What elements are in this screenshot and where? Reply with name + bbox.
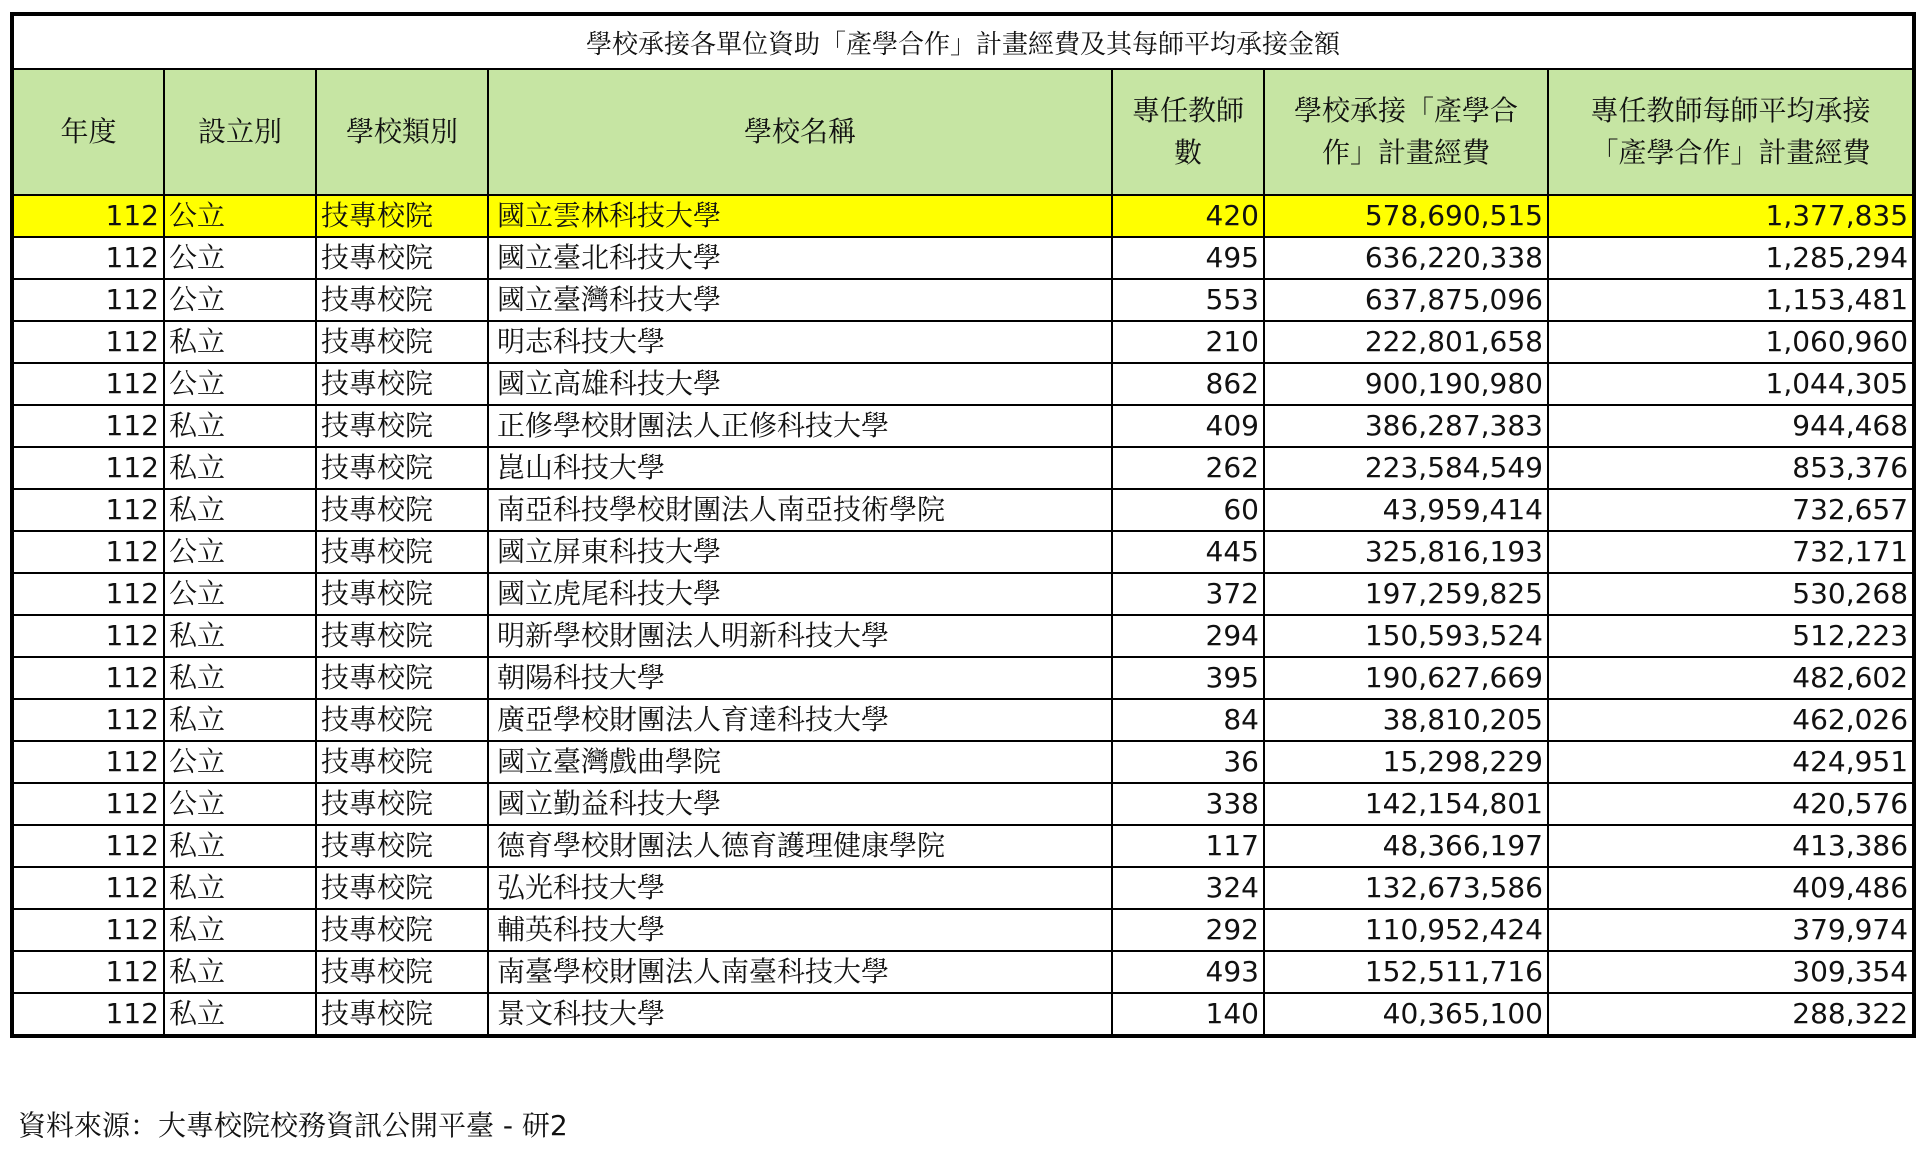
cell-teachers: 493 bbox=[1112, 951, 1264, 993]
cell-average: 1,285,294 bbox=[1548, 237, 1914, 279]
cell-establishment-type: 私立 bbox=[164, 321, 316, 363]
table-row bbox=[12, 699, 1914, 741]
table-row bbox=[12, 279, 1914, 321]
cell-average: 732,657 bbox=[1548, 489, 1914, 531]
cell-teachers: 445 bbox=[1112, 531, 1264, 573]
cell-school-category: 技專校院 bbox=[316, 195, 488, 237]
header-school-category: 學校類別 bbox=[316, 69, 488, 195]
header-average-line1: 專任教師每師平均承接 bbox=[1590, 94, 1871, 127]
table-row bbox=[12, 993, 1914, 1036]
header-school-name: 學校名稱 bbox=[488, 69, 1112, 195]
cell-year: 112 bbox=[12, 531, 164, 573]
cell-year: 112 bbox=[12, 825, 164, 867]
cell-school-name: 輔英科技大學 bbox=[488, 909, 1112, 951]
cell-school-category: 技專校院 bbox=[316, 951, 488, 993]
cell-average: 288,322 bbox=[1548, 993, 1914, 1036]
cell-school-name: 國立臺北科技大學 bbox=[488, 237, 1112, 279]
cell-establishment-type: 私立 bbox=[164, 825, 316, 867]
cell-establishment-type: 公立 bbox=[164, 279, 316, 321]
cell-average: 1,153,481 bbox=[1548, 279, 1914, 321]
table-row bbox=[12, 741, 1914, 783]
cell-average: 420,576 bbox=[1548, 783, 1914, 825]
cell-average: 512,223 bbox=[1548, 615, 1914, 657]
cell-teachers: 210 bbox=[1112, 321, 1264, 363]
cell-school-name: 弘光科技大學 bbox=[488, 867, 1112, 909]
cell-school-category: 技專校院 bbox=[316, 741, 488, 783]
cell-average: 309,354 bbox=[1548, 951, 1914, 993]
cell-teachers: 338 bbox=[1112, 783, 1264, 825]
cell-school-category: 技專校院 bbox=[316, 237, 488, 279]
cell-year: 112 bbox=[12, 699, 164, 741]
cell-funds: 150,593,524 bbox=[1264, 615, 1548, 657]
cell-year: 112 bbox=[12, 405, 164, 447]
cell-school-category: 技專校院 bbox=[316, 321, 488, 363]
header-teachers-line1: 專任教師 bbox=[1131, 94, 1244, 127]
cell-year: 112 bbox=[12, 951, 164, 993]
cell-school-name: 國立雲林科技大學 bbox=[488, 195, 1112, 237]
data-source-note: 資料來源：大專校院校務資訊公開平臺 - 研2 bbox=[18, 1109, 568, 1142]
cell-school-name: 南亞科技學校財團法人南亞技術學院 bbox=[488, 489, 1112, 531]
cell-average: 409,486 bbox=[1548, 867, 1914, 909]
table-row bbox=[12, 531, 1914, 573]
cell-funds: 197,259,825 bbox=[1264, 573, 1548, 615]
cell-teachers: 372 bbox=[1112, 573, 1264, 615]
cell-average: 413,386 bbox=[1548, 825, 1914, 867]
cell-school-category: 技專校院 bbox=[316, 699, 488, 741]
cell-year: 112 bbox=[12, 447, 164, 489]
header-teachers-line2: 數 bbox=[1173, 136, 1202, 169]
cell-year: 112 bbox=[12, 489, 164, 531]
cell-establishment-type: 私立 bbox=[164, 615, 316, 657]
cell-teachers: 36 bbox=[1112, 741, 1264, 783]
cell-funds: 152,511,716 bbox=[1264, 951, 1548, 993]
cell-school-category: 技專校院 bbox=[316, 909, 488, 951]
cell-funds: 40,365,100 bbox=[1264, 993, 1548, 1036]
cell-year: 112 bbox=[12, 867, 164, 909]
cell-establishment-type: 私立 bbox=[164, 909, 316, 951]
cell-funds: 325,816,193 bbox=[1264, 531, 1548, 573]
cell-funds: 900,190,980 bbox=[1264, 363, 1548, 405]
cell-average: 944,468 bbox=[1548, 405, 1914, 447]
header-average-line2: 「產學合作」計畫經費 bbox=[1590, 136, 1871, 169]
cell-funds: 222,801,658 bbox=[1264, 321, 1548, 363]
table-row bbox=[12, 867, 1914, 909]
cell-establishment-type: 公立 bbox=[164, 363, 316, 405]
cell-school-name: 國立臺灣科技大學 bbox=[488, 279, 1112, 321]
cell-establishment-type: 公立 bbox=[164, 573, 316, 615]
cell-funds: 190,627,669 bbox=[1264, 657, 1548, 699]
cell-establishment-type: 私立 bbox=[164, 447, 316, 489]
cell-funds: 132,673,586 bbox=[1264, 867, 1548, 909]
cell-teachers: 495 bbox=[1112, 237, 1264, 279]
cell-school-category: 技專校院 bbox=[316, 783, 488, 825]
cell-funds: 142,154,801 bbox=[1264, 783, 1548, 825]
cell-school-category: 技專校院 bbox=[316, 447, 488, 489]
cell-funds: 38,810,205 bbox=[1264, 699, 1548, 741]
cell-funds: 578,690,515 bbox=[1264, 195, 1548, 237]
cell-school-name: 崑山科技大學 bbox=[488, 447, 1112, 489]
table-title: 學校承接各單位資助「產學合作」計畫經費及其每師平均承接金額 bbox=[12, 14, 1914, 69]
cell-school-category: 技專校院 bbox=[316, 531, 488, 573]
cell-teachers: 294 bbox=[1112, 615, 1264, 657]
cell-funds: 15,298,229 bbox=[1264, 741, 1548, 783]
cell-average: 853,376 bbox=[1548, 447, 1914, 489]
cell-school-category: 技專校院 bbox=[316, 867, 488, 909]
cell-school-category: 技專校院 bbox=[316, 489, 488, 531]
cell-establishment-type: 私立 bbox=[164, 489, 316, 531]
cell-teachers: 395 bbox=[1112, 657, 1264, 699]
cell-school-name: 國立臺灣戲曲學院 bbox=[488, 741, 1112, 783]
cell-year: 112 bbox=[12, 741, 164, 783]
cell-school-name: 廣亞學校財團法人育達科技大學 bbox=[488, 699, 1112, 741]
header-establishment-type: 設立別 bbox=[164, 69, 316, 195]
cell-school-name: 德育學校財團法人德育護理健康學院 bbox=[488, 825, 1112, 867]
cell-school-category: 技專校院 bbox=[316, 363, 488, 405]
cell-funds: 637,875,096 bbox=[1264, 279, 1548, 321]
cell-establishment-type: 私立 bbox=[164, 951, 316, 993]
table-row bbox=[12, 405, 1914, 447]
cell-average: 462,026 bbox=[1548, 699, 1914, 741]
cell-school-name: 國立勤益科技大學 bbox=[488, 783, 1112, 825]
cell-school-category: 技專校院 bbox=[316, 993, 488, 1036]
table-row bbox=[12, 657, 1914, 699]
table-row bbox=[12, 447, 1914, 489]
cell-funds: 43,959,414 bbox=[1264, 489, 1548, 531]
cell-school-category: 技專校院 bbox=[316, 405, 488, 447]
cell-year: 112 bbox=[12, 195, 164, 237]
cell-school-name: 朝陽科技大學 bbox=[488, 657, 1112, 699]
cell-establishment-type: 公立 bbox=[164, 237, 316, 279]
header-funds-line1: 學校承接「產學合 bbox=[1293, 94, 1518, 127]
header-funds bbox=[1264, 69, 1548, 195]
cell-school-category: 技專校院 bbox=[316, 573, 488, 615]
cell-school-name: 明新學校財團法人明新科技大學 bbox=[488, 615, 1112, 657]
cell-year: 112 bbox=[12, 237, 164, 279]
cell-school-name: 正修學校財團法人正修科技大學 bbox=[488, 405, 1112, 447]
cell-school-name: 國立高雄科技大學 bbox=[488, 363, 1112, 405]
cell-school-category: 技專校院 bbox=[316, 825, 488, 867]
cell-school-category: 技專校院 bbox=[316, 657, 488, 699]
cell-teachers: 84 bbox=[1112, 699, 1264, 741]
cell-teachers: 262 bbox=[1112, 447, 1264, 489]
cell-establishment-type: 私立 bbox=[164, 657, 316, 699]
cell-funds: 110,952,424 bbox=[1264, 909, 1548, 951]
cell-establishment-type: 私立 bbox=[164, 867, 316, 909]
cell-funds: 223,584,549 bbox=[1264, 447, 1548, 489]
cell-year: 112 bbox=[12, 321, 164, 363]
cell-teachers: 140 bbox=[1112, 993, 1264, 1036]
table-row bbox=[12, 321, 1914, 363]
cell-year: 112 bbox=[12, 279, 164, 321]
cell-establishment-type: 公立 bbox=[164, 741, 316, 783]
cell-establishment-type: 公立 bbox=[164, 783, 316, 825]
cell-establishment-type: 私立 bbox=[164, 405, 316, 447]
cell-average: 1,060,960 bbox=[1548, 321, 1914, 363]
cell-school-name: 景文科技大學 bbox=[488, 993, 1112, 1036]
cell-year: 112 bbox=[12, 657, 164, 699]
cell-average: 482,602 bbox=[1548, 657, 1914, 699]
cell-average: 530,268 bbox=[1548, 573, 1914, 615]
cell-establishment-type: 私立 bbox=[164, 993, 316, 1036]
cell-teachers: 420 bbox=[1112, 195, 1264, 237]
header-teachers bbox=[1112, 69, 1264, 195]
cell-teachers: 292 bbox=[1112, 909, 1264, 951]
table-row bbox=[12, 615, 1914, 657]
table-row bbox=[12, 825, 1914, 867]
cell-teachers: 117 bbox=[1112, 825, 1264, 867]
cell-establishment-type: 公立 bbox=[164, 531, 316, 573]
header-row bbox=[12, 69, 1914, 195]
table-row bbox=[12, 909, 1914, 951]
cell-school-category: 技專校院 bbox=[316, 279, 488, 321]
cell-average: 1,377,835 bbox=[1548, 195, 1914, 237]
cell-funds: 48,366,197 bbox=[1264, 825, 1548, 867]
cell-school-name: 南臺學校財團法人南臺科技大學 bbox=[488, 951, 1112, 993]
cell-year: 112 bbox=[12, 573, 164, 615]
cell-school-category: 技專校院 bbox=[316, 615, 488, 657]
cell-establishment-type: 私立 bbox=[164, 699, 316, 741]
header-funds-line2: 作」計畫經費 bbox=[1321, 136, 1490, 169]
cell-average: 1,044,305 bbox=[1548, 363, 1914, 405]
table-row bbox=[12, 489, 1914, 531]
cell-average: 732,171 bbox=[1548, 531, 1914, 573]
cell-school-name: 國立虎尾科技大學 bbox=[488, 573, 1112, 615]
cell-average: 379,974 bbox=[1548, 909, 1914, 951]
table-row bbox=[12, 783, 1914, 825]
table-row bbox=[12, 195, 1914, 237]
cell-year: 112 bbox=[12, 783, 164, 825]
cell-year: 112 bbox=[12, 615, 164, 657]
cell-year: 112 bbox=[12, 909, 164, 951]
cell-funds: 636,220,338 bbox=[1264, 237, 1548, 279]
header-year: 年度 bbox=[12, 69, 164, 195]
header-average bbox=[1548, 69, 1914, 195]
table-row bbox=[12, 573, 1914, 615]
cell-school-name: 國立屏東科技大學 bbox=[488, 531, 1112, 573]
cell-establishment-type: 公立 bbox=[164, 195, 316, 237]
table-row bbox=[12, 237, 1914, 279]
cell-year: 112 bbox=[12, 993, 164, 1036]
cell-teachers: 862 bbox=[1112, 363, 1264, 405]
cell-school-name: 明志科技大學 bbox=[488, 321, 1112, 363]
cell-funds: 386,287,383 bbox=[1264, 405, 1548, 447]
cell-teachers: 60 bbox=[1112, 489, 1264, 531]
cell-teachers: 324 bbox=[1112, 867, 1264, 909]
cell-year: 112 bbox=[12, 363, 164, 405]
table-row bbox=[12, 951, 1914, 993]
table-row bbox=[12, 363, 1914, 405]
cell-teachers: 409 bbox=[1112, 405, 1264, 447]
funding-table bbox=[10, 12, 1916, 1038]
data-sheet bbox=[10, 12, 1912, 1038]
cell-average: 424,951 bbox=[1548, 741, 1914, 783]
cell-teachers: 553 bbox=[1112, 279, 1264, 321]
